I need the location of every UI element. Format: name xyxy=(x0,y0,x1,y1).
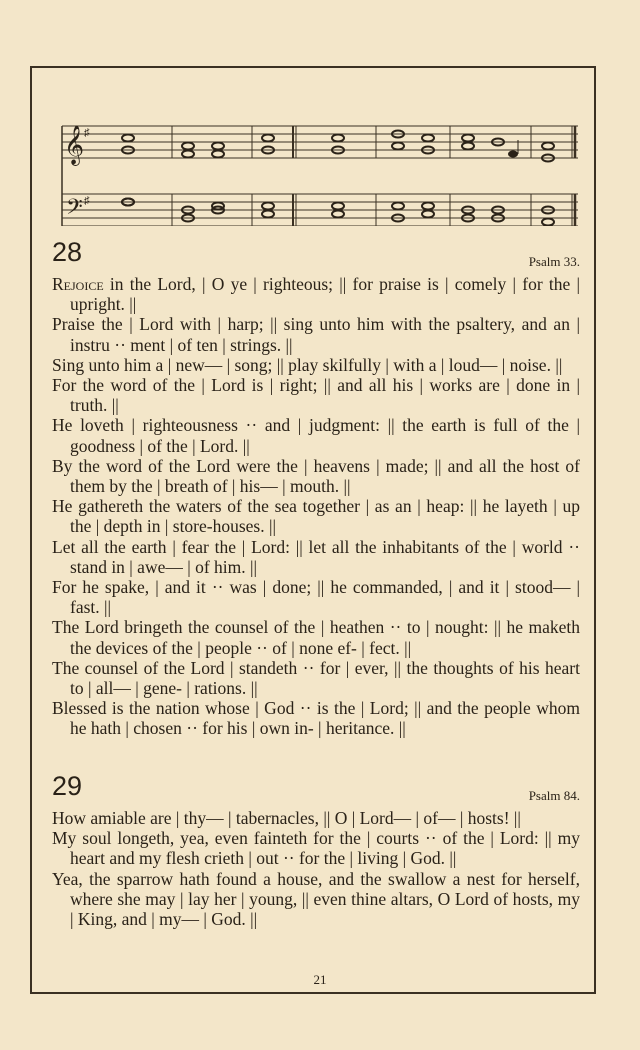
verse xyxy=(52,314,580,354)
verse xyxy=(52,828,580,868)
chant-music-score xyxy=(58,118,582,226)
verse-text: For the word of the | Lord is | right; || and all his | works are | done in | truth. || xyxy=(52,375,580,416)
svg-text:♯: ♯ xyxy=(84,127,90,139)
verse xyxy=(52,617,580,657)
page-number: 21 xyxy=(313,972,327,987)
chant-29 xyxy=(52,771,580,930)
verse xyxy=(52,537,580,577)
verse xyxy=(52,456,580,496)
verse xyxy=(52,869,580,930)
verse xyxy=(52,375,580,415)
verse-text: The Lord bringeth the counsel of the | heathen ·· to | nought: || he maketh the devices of the | people ·· of | none ef- | fect. || xyxy=(52,617,580,658)
verse-text: How amiable are | thy— | tabernacles, || O | Lord— | of— | hosts! || xyxy=(52,808,521,828)
verse-text: Yea, the sparrow hath found a house, and the swallow a nest for herself, where she may | lay her | young, || even thine altars, O Lord of hosts, my | King, and | my— | God. || xyxy=(52,868,580,930)
verse xyxy=(52,577,580,617)
svg-text:♯: ♯ xyxy=(84,195,90,207)
verse xyxy=(52,808,580,828)
verse-text: The counsel of the Lord | standeth ·· for | ever, || the thoughts of his heart to | all— | gene- | rations. || xyxy=(52,657,580,699)
verse-text: My soul longeth, yea, even fainteth for the | courts ·· of the | Lord: || my heart and my flesh crieth | out ·· for the | living | God. || xyxy=(52,828,580,869)
svg-text:𝄞: 𝄞 xyxy=(64,125,85,165)
page-border-bottom xyxy=(30,992,596,993)
chant-number: 29 xyxy=(52,771,83,801)
chant-source: Psalm 84. xyxy=(528,788,580,803)
verse-text: Sing unto him a | new— | song; || play skilfully | with a | loud— | noise. || xyxy=(52,354,563,375)
verse-text: Praise the | Lord with | harp; || sing unto him with the psaltery, and an | instru ·· ment | of ten | strings. || xyxy=(52,314,580,355)
verse-text: Blessed is the nation whose | God ·· is the | Lord; || and the people whom he hath | chosen ·· for his | own in- | heritance. || xyxy=(52,698,580,739)
verse xyxy=(52,496,580,536)
svg-text:𝄢: 𝄢 xyxy=(66,195,83,225)
verse xyxy=(52,415,580,455)
verse xyxy=(52,698,580,738)
verse-first-word: Rejoice xyxy=(52,274,104,294)
verse-text: He gathereth the waters of the sea together | as an | heap: || he layeth | up the | depth in | store-houses. || xyxy=(52,496,580,537)
verse xyxy=(52,658,580,698)
chant-number: 28 xyxy=(52,237,83,267)
verse xyxy=(52,274,580,314)
chant-source: Psalm 33. xyxy=(528,254,580,269)
verse-text: For he spake, | and it ·· was | done; || he commanded, | and it | stood— | fast. || xyxy=(52,577,580,618)
chant-28 xyxy=(52,237,580,739)
verse-text: Let all the earth | fear the | Lord: || let all the inhabitants of the | world ·· stand in | awe— | of him. || xyxy=(52,536,580,577)
verse xyxy=(52,355,580,375)
verse-text: in the Lord, | O ye | righteous; || for praise is | comely | for the | upright. || xyxy=(70,274,580,315)
verse-text: By the word of the Lord were the | heavens | made; || and all the host of them by the | breath of | his— | mouth. || xyxy=(52,455,580,497)
verse-text: He loveth | righteousness ·· and | judgment: || the earth is full of the | goodness | of the | Lord. || xyxy=(52,415,580,456)
